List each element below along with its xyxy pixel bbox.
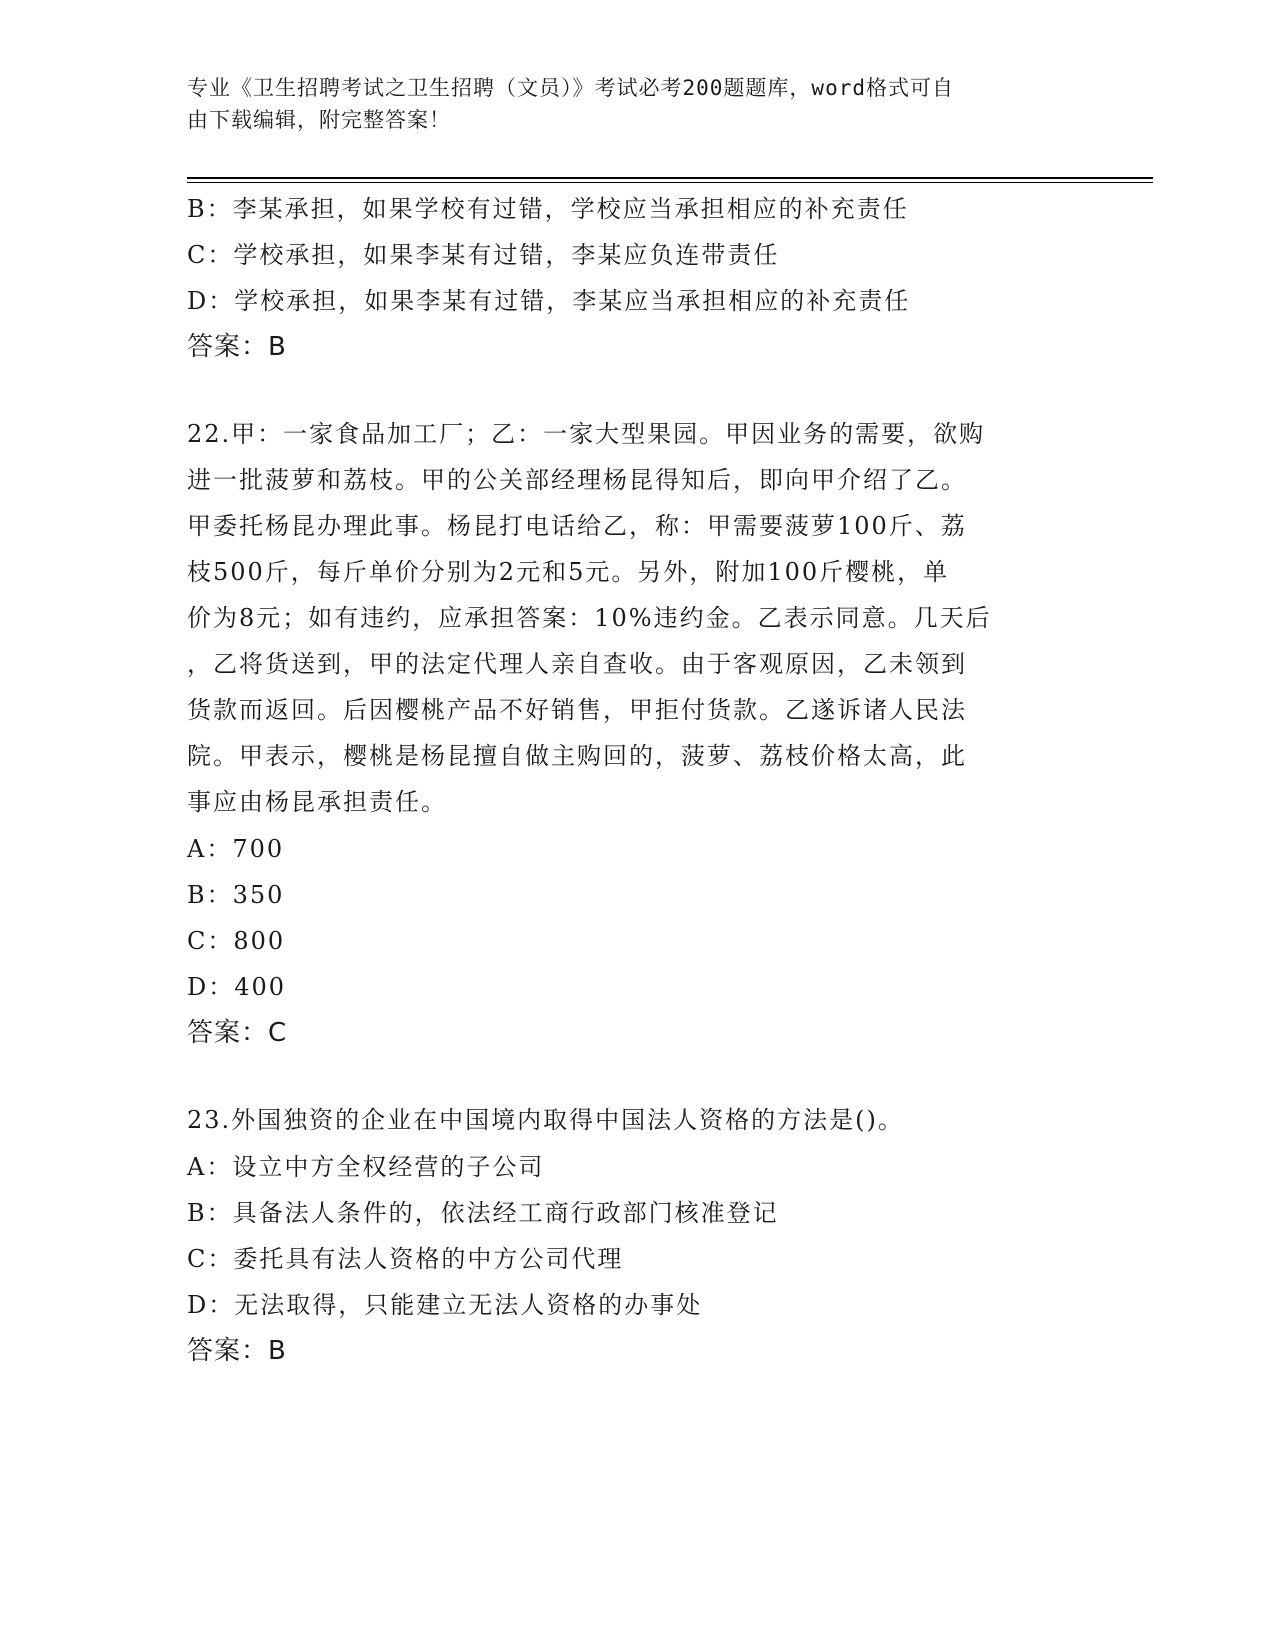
answer-line: 答案：B — [187, 1336, 287, 1366]
spacer — [187, 1056, 1077, 1098]
document-header — [187, 72, 1067, 136]
question-text-line: 枝500斤，每斤单价分别为2元和5元。另外，附加100斤樱桃，单 — [187, 558, 950, 586]
option-a: A：700 — [187, 835, 285, 863]
spacer — [187, 370, 1077, 412]
option-c: C：学校承担，如果李某有过错，李某应负连带责任 — [187, 241, 780, 269]
option-b: B：具备法人条件的，依法经工商行政部门核准登记 — [187, 1199, 779, 1227]
answer-line: 答案：B — [187, 332, 287, 362]
question-text-line: 货款而返回。后因樱桃产品不好销售，甲拒付货款。乙遂诉诸人民法 — [187, 696, 967, 724]
question-text-line: 23.外国独资的企业在中国境内取得中国法人资格的方法是()。 — [187, 1106, 904, 1134]
header-line-2: 由下载编辑，附完整答案！ — [187, 108, 451, 132]
question-content — [187, 186, 1077, 1374]
header-rule-thick — [187, 177, 1153, 179]
question-text-line: 价为8元；如有违约，应承担答案：10%违约金。乙表示同意。几天后 — [187, 604, 992, 632]
header-rule-thin — [187, 182, 1153, 183]
option-b: B：350 — [187, 881, 285, 909]
question-text-line: 甲委托杨昆办理此事。杨昆打电话给乙，称：甲需要菠萝100斤、荔 — [187, 512, 967, 540]
question-text-line: ，乙将货送到，甲的法定代理人亲自查收。由于客观原因，乙未领到 — [187, 650, 967, 678]
question-21-tail — [187, 186, 1077, 370]
question-23 — [187, 1098, 1077, 1374]
answer-line: 答案：C — [187, 1018, 288, 1048]
option-b: B：李某承担，如果学校有过错，学校应当承担相应的补充责任 — [187, 195, 909, 223]
option-d: D：400 — [187, 973, 287, 1001]
option-a: A：设立中方全权经营的子公司 — [187, 1153, 545, 1181]
option-d: D：无法取得，只能建立无法人资格的办事处 — [187, 1291, 703, 1319]
question-text-line: 22.甲：一家食品加工厂；乙：一家大型果园。甲因业务的需要，欲购 — [187, 420, 986, 448]
option-d: D：学校承担，如果李某有过错，李某应当承担相应的补充责任 — [187, 287, 911, 315]
question-text-line: 事应由杨昆承担责任。 — [187, 788, 447, 816]
option-c: C：800 — [187, 927, 286, 955]
header-line-1: 专业《卫生招聘考试之卫生招聘（文员）》考试必考200题题库，word格式可自 — [187, 76, 954, 100]
question-text-line: 进一批菠萝和荔枝。甲的公关部经理杨昆得知后，即向甲介绍了乙。 — [187, 466, 967, 494]
option-c: C：委托具有法人资格的中方公司代理 — [187, 1245, 624, 1273]
question-text-line: 院。甲表示，樱桃是杨昆擅自做主购回的，菠萝、荔枝价格太高，此 — [187, 742, 967, 770]
question-22 — [187, 412, 1077, 1056]
